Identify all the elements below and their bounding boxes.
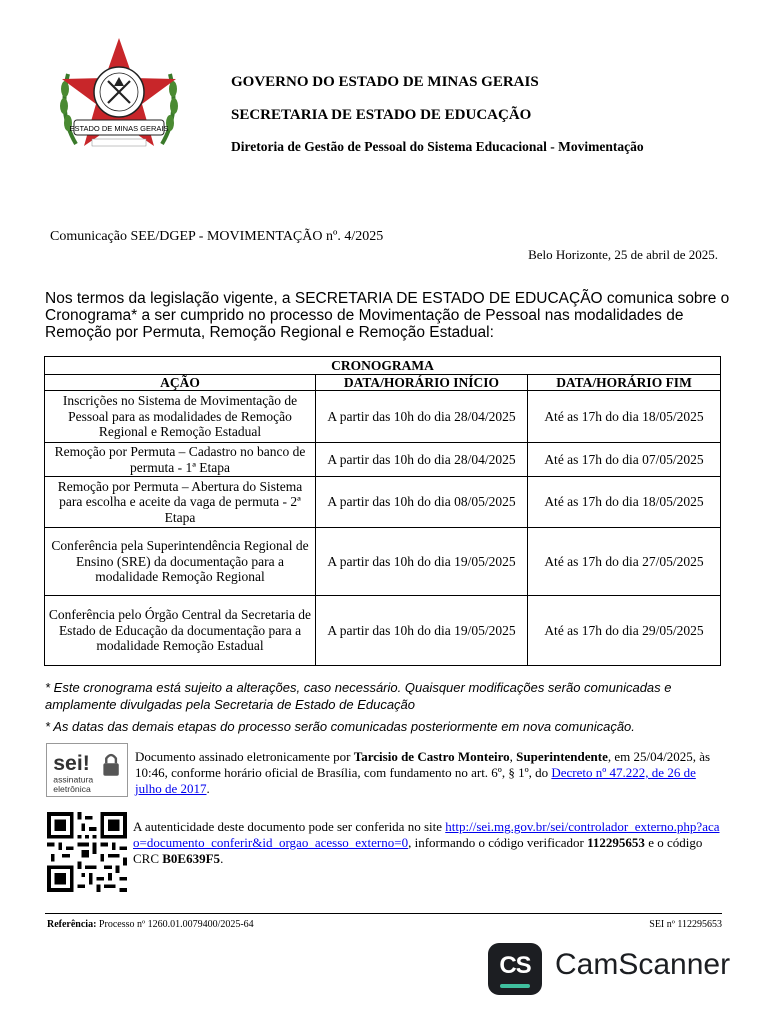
- signature-statement: Documento assinado eletronicamente por Tarcisio de Castro Monteiro, Superintendente, em 25/04/2025, às 10:46, conforme horário oficial de Brasília, com fundamento no art. 6º, § 1º, do Decreto nº 47.222, de 26 de julho de 2017.: [135, 749, 711, 796]
- intro-paragraph: Nos termos da legislação vigente, a SECRETARIA DE ESTADO DE EDUCAÇÃO comunica sobre o Cronograma* a ser cumprido no processo de Movimentação de Pessoal nas modalidades de Remoção por Permuta, Remoção Regional e Remoção Estadual:: [45, 290, 730, 341]
- table-row: [45, 477, 721, 528]
- header-fim: DATA/HORÁRIO FIM: [528, 375, 721, 391]
- government-title: GOVERNO DO ESTADO DE MINAS GERAIS: [231, 74, 539, 90]
- cell-acao: Conferência pela Superintendência Regional de Ensino (SRE) da documentação para a modalidade Remoção Regional: [45, 528, 316, 596]
- cell-acao: Remoção por Permuta – Cadastro no banco de permuta - 1ª Etapa: [45, 443, 316, 477]
- sei-caption-1: assinatura: [53, 774, 94, 785]
- footer-divider: [45, 913, 722, 914]
- cell-inicio: A partir das 10h do dia 28/04/2025: [316, 443, 528, 477]
- cell-fim: Até as 17h do dia 18/05/2025: [528, 391, 721, 443]
- cell-inicio: A partir das 10h do dia 28/04/2025: [316, 391, 528, 443]
- decree-link[interactable]: Decreto nº 47.222, de 26 de julho de 2017: [135, 765, 696, 796]
- further-dates-note: * As datas das demais etapas do processo serão comunicadas posteriormente em nova comunicação.: [45, 719, 635, 734]
- place-date: Belo Horizonte, 25 de abril de 2025.: [528, 247, 718, 262]
- table-title-row: [45, 357, 721, 375]
- sei-electronic-signature-seal: [46, 743, 128, 797]
- secretariat-title: SECRETARIA DE ESTADO DE EDUCAÇÃO: [231, 107, 532, 123]
- table-row: [45, 443, 721, 477]
- camscanner-logo-icon: [488, 943, 542, 995]
- directorate-title: Diretoria de Gestão de Pessoal do Sistema Educacional - Movimentação: [231, 139, 644, 154]
- verification-link[interactable]: http://sei.mg.gov.br/sei/controlador_externo.php?acao=documento_conferir&id_orgao_acesso_externo=0: [133, 819, 720, 850]
- schedule-table: [44, 356, 721, 666]
- crc-code: B0E639F5: [162, 851, 221, 866]
- authenticity-statement: A autenticidade deste documento pode ser conferida no site http://sei.mg.gov.br/sei/controlador_externo.php?acao=documento_conferir&id_orgao_acesso_externo=0, informando o código verificador 112295653 e o código CRC B0E639F5.: [133, 819, 720, 866]
- camscanner-logo-bar: [500, 984, 530, 988]
- table-title: CRONOGRAMA: [45, 357, 721, 375]
- cell-inicio: A partir das 10h do dia 19/05/2025: [316, 528, 528, 596]
- cell-fim: Até as 17h do dia 29/05/2025: [528, 596, 721, 666]
- camscanner-logo-text: CS: [499, 952, 531, 979]
- cell-inicio: A partir das 10h do dia 08/05/2025: [316, 477, 528, 528]
- table-row: [45, 596, 721, 666]
- camscanner-name: CamScanner: [555, 948, 731, 981]
- signer-name: Tarcisio de Castro Monteiro: [353, 749, 510, 764]
- footer-reference: Referência: Processo nº 1260.01.0079400/2025-64: [47, 919, 254, 930]
- cell-fim: Até as 17h do dia 27/05/2025: [528, 528, 721, 596]
- table-header-row: [45, 375, 721, 391]
- qr-code: [46, 812, 128, 892]
- sei-logo-text: sei!: [53, 752, 90, 775]
- signer-role: Superintendente: [516, 749, 608, 764]
- table-row: [45, 528, 721, 596]
- schedule-disclaimer: * Este cronograma está sujeito a alterações, caso necessário. Quaisquer modificações serão comunicadas e amplamente divulgadas pela Secretaria de Estado de Educação: [45, 680, 672, 712]
- table-row: [45, 391, 721, 443]
- header-acao: AÇÃO: [45, 375, 316, 391]
- cell-acao: Conferência pelo Órgão Central da Secretaria de Estado de Educação da documentação para a modalidade Remoção Estadual: [45, 596, 316, 666]
- communication-title: Comunicação SEE/DGEP - MOVIMENTAÇÃO nº. 4/2025: [50, 229, 384, 244]
- verifier-code: 112295653: [587, 835, 645, 850]
- cell-inicio: A partir das 10h do dia 19/05/2025: [316, 596, 528, 666]
- sei-caption-2: eletrônica: [53, 784, 91, 795]
- coat-label: ESTADO DE MINAS GERAIS: [69, 124, 169, 133]
- cell-acao: Inscrições no Sistema de Movimentação de Pessoal para as modalidades de Remoção Regional e Remoção Estadual: [45, 391, 316, 443]
- cell-acao: Remoção por Permuta – Abertura do Sistema para escolha e aceite da vaga de permuta - 2ª Etapa: [45, 477, 316, 528]
- footer-sei-number: SEI nº 112295653: [649, 919, 722, 930]
- header-inicio: DATA/HORÁRIO INÍCIO: [316, 375, 528, 391]
- lock-icon: [103, 755, 118, 776]
- cell-fim: Até as 17h do dia 18/05/2025: [528, 477, 721, 528]
- cell-fim: Até as 17h do dia 07/05/2025: [528, 443, 721, 477]
- minas-gerais-coat-of-arms: [54, 34, 184, 160]
